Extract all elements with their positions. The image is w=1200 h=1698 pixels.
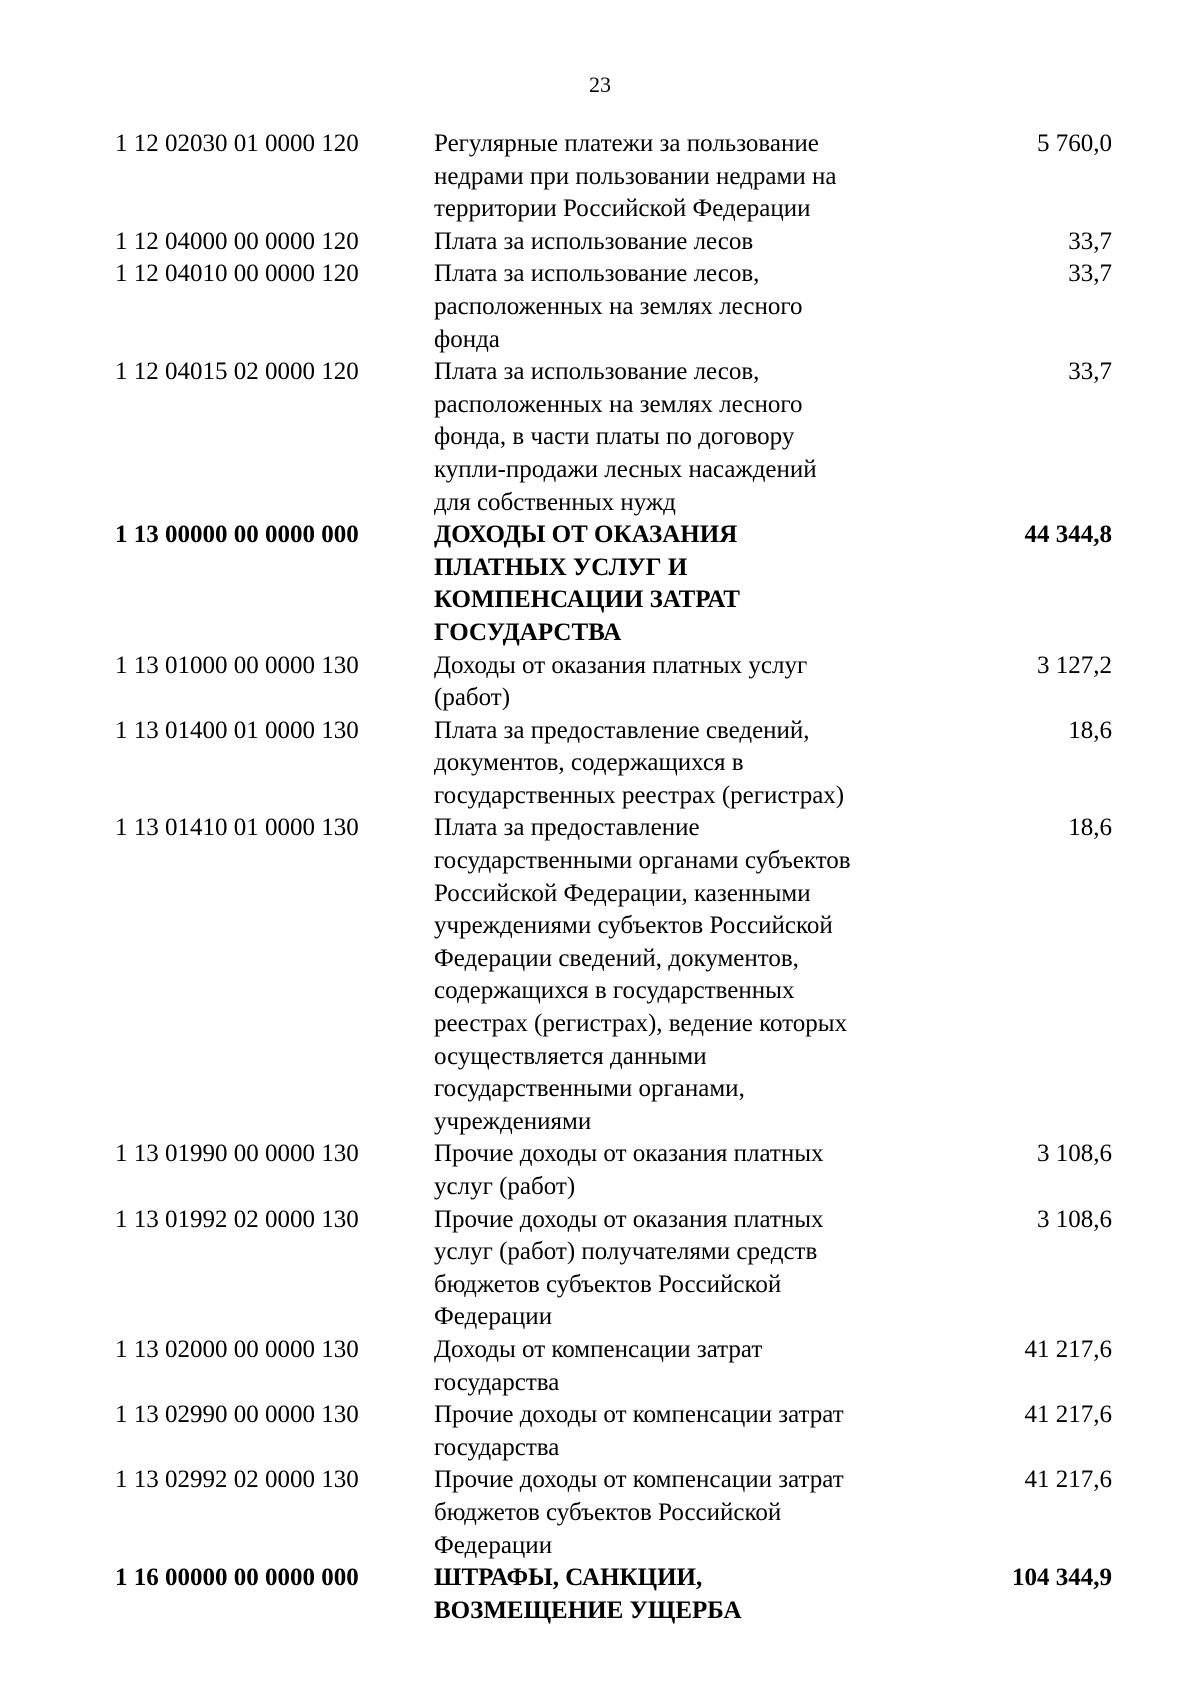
- amount: 33,7: [1068, 227, 1112, 255]
- budget-table: [115, 128, 1115, 1627]
- income-description: Прочие доходы от оказания платных услуг (работ) получателями средств бюджетов субъектов Российской Федерации: [434, 1205, 824, 1331]
- budget-code: 1 13 01400 01 0000 130: [115, 716, 359, 744]
- table-row: [115, 128, 1115, 226]
- table-row: [115, 715, 1115, 813]
- amount: 3 108,6: [1037, 1205, 1112, 1233]
- table-row: [115, 1334, 1115, 1399]
- income-description: Плата за предоставление сведений, документов, содержащихся в государственных реестрах (регистрах): [434, 716, 845, 809]
- page-number: 23: [589, 72, 611, 97]
- table-row: [115, 226, 1115, 259]
- budget-code: 1 13 01992 02 0000 130: [115, 1205, 359, 1233]
- table-row: [115, 1464, 1115, 1562]
- table-row: [115, 1138, 1115, 1203]
- amount: 33,7: [1068, 260, 1112, 288]
- income-description: ДОХОДЫ ОТ ОКАЗАНИЯ ПЛАТНЫХ УСЛУГ И КОМПЕНСАЦИИ ЗАТРАТ ГОСУДАРСТВА: [434, 521, 740, 646]
- amount: 41 217,6: [1024, 1401, 1112, 1429]
- income-description: Плата за использование лесов, расположенных на землях лесного фонда: [434, 260, 803, 353]
- amount: 41 217,6: [1024, 1335, 1112, 1363]
- amount: 104 344,9: [1012, 1564, 1112, 1592]
- income-description: Доходы от компенсации затрат государства: [434, 1335, 763, 1396]
- income-description: Регулярные платежи за пользование недрами при пользовании недрами на территории Российской Федерации: [434, 130, 837, 223]
- amount: 3 108,6: [1037, 1140, 1112, 1168]
- section-row: [115, 1562, 1115, 1627]
- amount: 5 760,0: [1037, 130, 1112, 157]
- amount: 18,6: [1068, 814, 1112, 842]
- income-description: Плата за предоставление государственными органами субъектов Российской Федерации, казенными учреждениями субъектов Российской Федерации сведений, документов, содержащихся в государственных реестрах (регистрах), ведение которых осуществляется данными государственными органами, учреждениями: [434, 814, 851, 1135]
- budget-code: 1 13 02000 00 0000 130: [115, 1335, 359, 1363]
- table-row: [115, 258, 1115, 356]
- table-row: [115, 650, 1115, 715]
- budget-code: 1 13 01990 00 0000 130: [115, 1140, 359, 1168]
- amount: 3 127,2: [1037, 651, 1112, 679]
- budget-code: 1 12 04010 00 0000 120: [115, 260, 359, 288]
- income-description: ШТРАФЫ, САНКЦИИ, ВОЗМЕЩЕНИЕ УЩЕРБА: [434, 1564, 742, 1624]
- table-row: [115, 356, 1115, 519]
- income-description: Плата за использование лесов: [434, 227, 754, 255]
- income-description: Доходы от оказания платных услуг (работ): [434, 651, 808, 712]
- amount: 33,7: [1068, 358, 1112, 386]
- income-description: Прочие доходы от оказания платных услуг (работ): [434, 1140, 824, 1200]
- budget-code: 1 13 01000 00 0000 130: [115, 651, 359, 679]
- budget-code: 1 13 02990 00 0000 130: [115, 1401, 359, 1429]
- table-row: [115, 1399, 1115, 1464]
- income-description: Прочие доходы от компенсации затрат бюджетов субъектов Российской Федерации: [434, 1466, 844, 1559]
- budget-code: 1 12 04015 02 0000 120: [115, 358, 359, 386]
- amount: 41 217,6: [1024, 1466, 1112, 1494]
- income-description: Прочие доходы от компенсации затрат государства: [434, 1401, 844, 1461]
- budget-code: 1 13 01410 01 0000 130: [115, 814, 359, 842]
- budget-code: 1 13 00000 00 0000 000: [115, 521, 359, 549]
- budget-code: 1 12 02030 01 0000 120: [115, 130, 359, 157]
- section-row: [115, 519, 1115, 649]
- table-row: [115, 1204, 1115, 1334]
- budget-code: 1 16 00000 00 0000 000: [115, 1564, 359, 1592]
- budget-code: 1 12 04000 00 0000 120: [115, 227, 359, 255]
- amount: 18,6: [1068, 716, 1112, 744]
- income-description: Плата за использование лесов, расположенных на землях лесного фонда, в части платы по договору купли-продажи лесных насаждений для собственных нужд: [434, 358, 817, 516]
- budget-code: 1 13 02992 02 0000 130: [115, 1466, 359, 1494]
- amount: 44 344,8: [1024, 521, 1112, 549]
- table-row: [115, 812, 1115, 1138]
